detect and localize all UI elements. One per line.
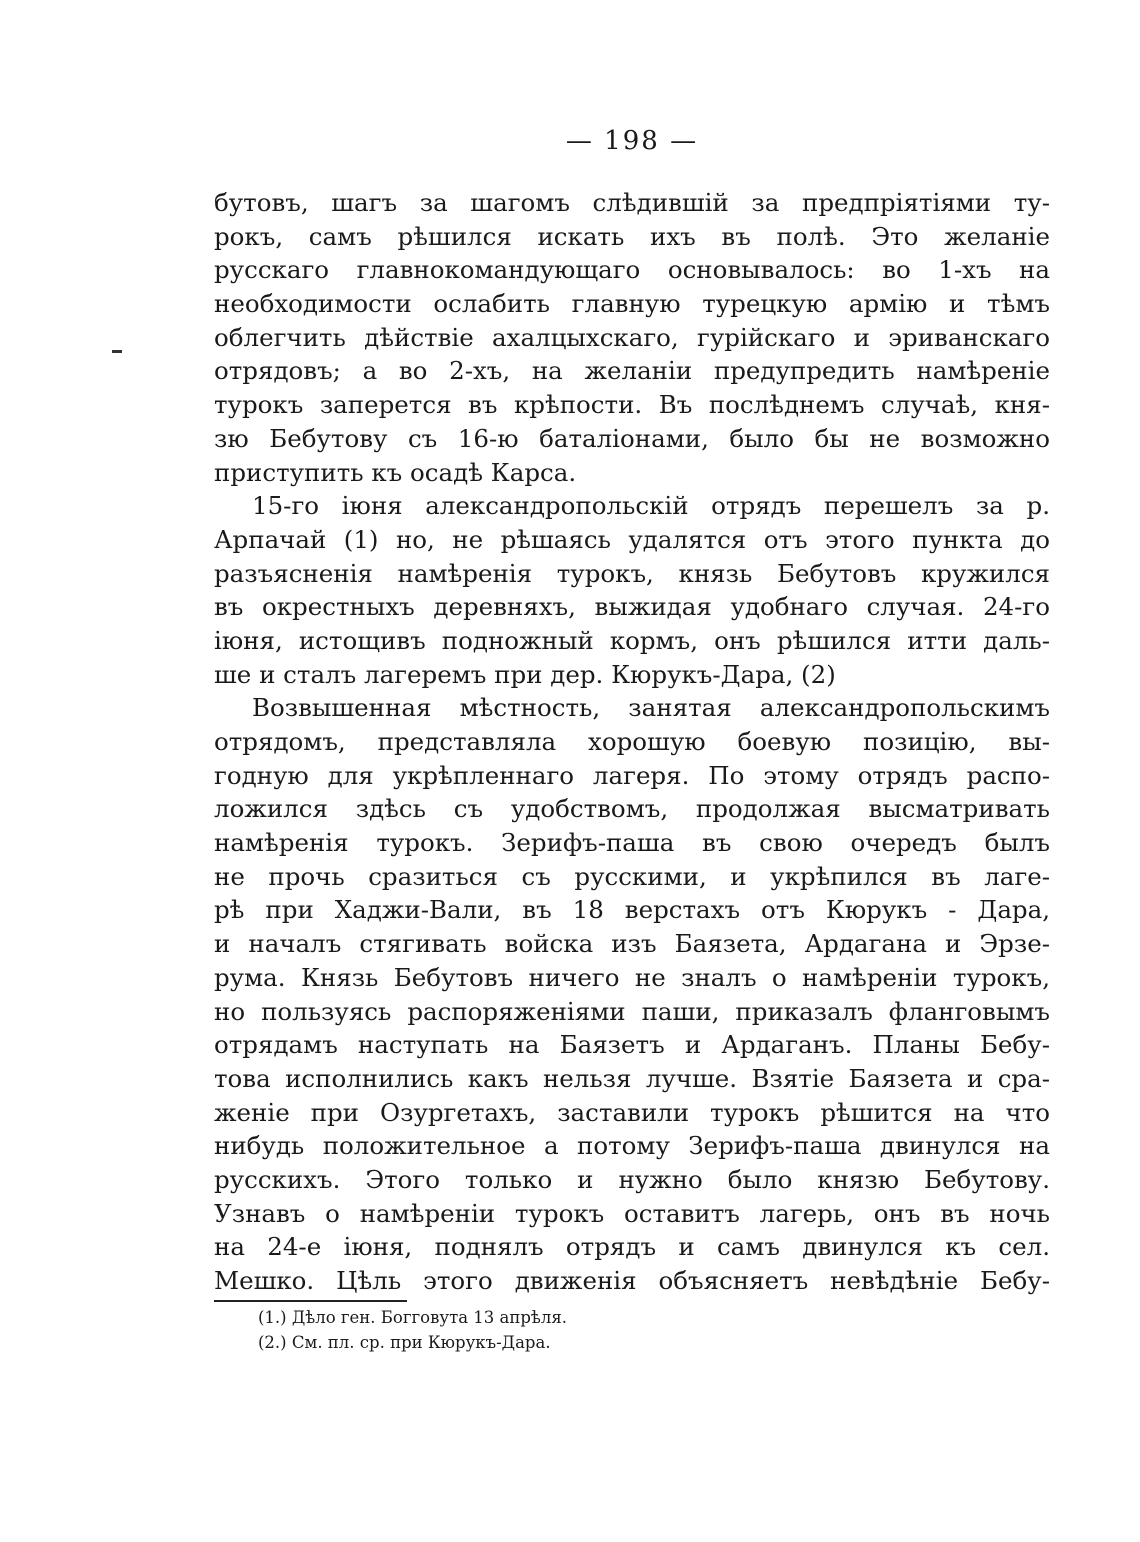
text-line: намѣренія турокъ. Зерифъ-паша въ свою очередъ былъ (214, 828, 1050, 858)
text-line: това исполнились какъ нельзя лучше. Взятіе Баязета и сра- (214, 1063, 1050, 1093)
margin-mark (112, 350, 122, 353)
footnote-2: (2.) См. пл. ср. при Кюрукъ-Дара. (258, 1333, 551, 1352)
text-line: зю Бебутову съ 16-ю баталіонами, было бы не возможно (214, 423, 1050, 453)
text-line: женіе при Озургетахъ, заставили турокъ рѣшится на что (214, 1097, 1050, 1127)
text-line: отрядовъ; а во 2-хъ, на желаніи предупредить намѣреніе (214, 356, 1050, 386)
text-line: приступить къ осадѣ Карса. (214, 457, 577, 487)
text-line: отрядамъ наступать на Баязетъ и Ардаганъ. Планы Бебу- (214, 1030, 1050, 1060)
text-line: Арпачай (1) но, не рѣшаясь удалятся отъ этого пункта до (214, 524, 1050, 554)
footnotes (258, 1305, 958, 1355)
text-line: на 24-е іюня, поднялъ отрядъ и самъ двинулся къ сел. (214, 1232, 1050, 1262)
text-line: 15-го іюня александропольскій отрядъ перешелъ за р. (252, 491, 1050, 521)
text-line: іюня, истощивъ подножный кормъ, онъ рѣшился итти даль- (214, 625, 1050, 655)
text-line: турокъ заперется въ крѣпости. Въ послѣднемъ случаѣ, кня- (214, 390, 1050, 420)
footnote-rule (214, 1300, 407, 1302)
text-line: русскихъ. Этого только и нужно было князю Бебутову. (214, 1164, 1050, 1194)
text-line: въ окрестныхъ деревняхъ, выжидая удобнаго случая. 24-го (214, 592, 1050, 622)
text-line: Мешко. Цѣль этого движенія объясняетъ невѣдѣніе Бебу- (214, 1266, 1050, 1295)
text-line: но пользуясь распоряженіями паши, приказалъ фланговымъ (214, 996, 1050, 1026)
text-line: облегчить дѣйствіе ахалцыхскаго, гурійскаго и эриванскаго (214, 322, 1050, 352)
text-line: Возвышенная мѣстность, занятая александропольскимъ (252, 693, 1050, 723)
text-line: бутовъ, шагъ за шагомъ слѣдившій за предпріятіями ту- (214, 188, 1050, 217)
body-text (214, 186, 1050, 1298)
text-line: ше и сталъ лагеремъ при дер. Кюрукъ-Дара, (2) (214, 659, 836, 689)
text-line: необходимости ослабить главную турецкую армію и тѣмъ (214, 289, 1050, 319)
text-line: ложился здѣсь съ удобствомъ, продолжая высматривать (214, 794, 1050, 824)
text-line: разъясненія намѣренія турокъ, князь Бебутовъ кружился (214, 558, 1050, 588)
text-line: нибудь положительное а потому Зерифъ-паша двинулся на (214, 1131, 1050, 1161)
text-line: рѣ при Хаджи-Вали, въ 18 верстахъ отъ Кюрукъ - Дара, (214, 895, 1050, 925)
text-line: годную для укрѣпленнаго лагеря. По этому отрядъ распо- (214, 760, 1050, 790)
text-line: рокъ, самъ рѣшился искать ихъ въ полѣ. Это желаніе (214, 221, 1050, 251)
text-line: русскаго главнокомандующаго основывалось: во 1-хъ на (214, 255, 1050, 285)
text-line: отрядомъ, представляла хорошую боевую позицію, вы- (214, 727, 1050, 756)
text-line: рума. Князь Бебутовъ ничего не зналъ о намѣреніи турокъ, (214, 962, 1050, 992)
text-line: Узнавъ о намѣреніи турокъ оставитъ лагерь, онъ въ ночь (214, 1198, 1050, 1228)
page-number: — 198 — (565, 126, 699, 156)
footnote-1: (1.) Дѣло ген. Богговута 13 апрѣля. (258, 1308, 567, 1327)
text-line: и началъ стягивать войска изъ Баязета, Ардагана и Эрзе- (214, 929, 1050, 959)
text-line: не прочь сразиться съ русскими, и укрѣпился въ лаге- (214, 861, 1050, 891)
